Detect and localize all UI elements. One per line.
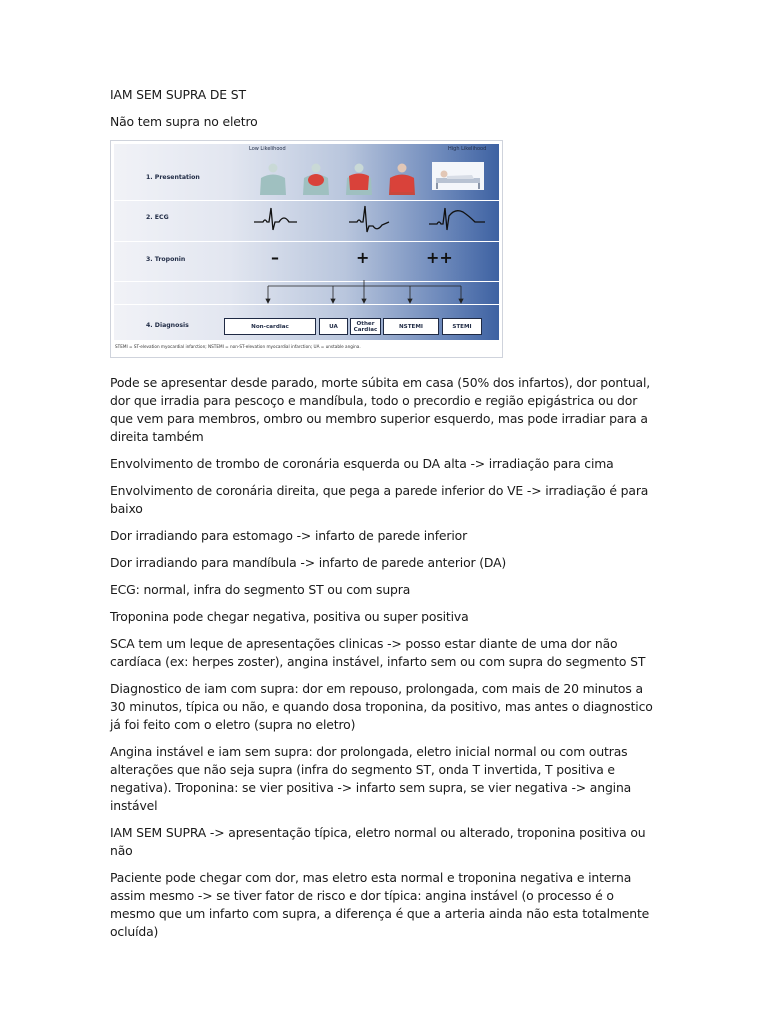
paragraph: Paciente pode chegar com dor, mas eletro esta normal e troponina negativa e interna assim mesmo -> se tiver fator de risco e dor típica: angina instável (o processo é o mesmo que um infarto com supra, a diferença é que a arteria ainda não esta totalmente ocluída) [110,870,650,939]
diagnosis-connectors [114,280,499,306]
low-likelihood-label: Low Likelihood [249,146,286,152]
row-label-troponin: 3. Troponin [146,256,186,263]
paragraph: ECG: normal, infra do segmento ST ou com supra [110,582,411,597]
patient-in-bed-icon [432,162,484,190]
paragraph: SCA tem um leque de apresentações clinicas -> posso estar diante de uma dor não cardíaca (ex: herpes zoster), angina instável, infarto sem ou com supra do segmento ST [110,636,646,669]
document-title: IAM SEM SUPRA DE ST [110,87,246,102]
row-label-presentation: 1. Presentation [146,174,200,181]
paragraph: Troponina pode chegar negativa, positiva ou super positiva [110,609,469,624]
diagnosis-stemi: STEMI [442,318,482,335]
figure-caption: STEMI = ST-elevation myocardial infarction; NSTEMI = non-ST-elevation myocardial infarction; UA = unstable angina. [115,344,361,349]
ecg-waveforms-icon [249,204,494,236]
diagnosis-non-cardiac: Non-cardiac [224,318,316,335]
troponin-negative-sign: – [271,248,279,267]
acs-diagnosis-figure [110,140,503,358]
row-label-diagnosis: 4. Diagnosis [146,322,189,329]
paragraph: Diagnostico de iam com supra: dor em repouso, prolongada, com mais de 20 minutos a 30 minutos, típica ou não, e quando dosa troponina, da positivo, mas antes o diagnostico já foi feito com o eletro (supra no eletro) [110,681,653,732]
troponin-positive-sign: + [356,248,370,267]
row-label-ecg: 2. ECG [146,214,169,221]
chest-pain-torsos-icon [256,162,428,196]
document-subtitle: Não tem supra no eletro [110,114,258,129]
row-divider [114,241,499,242]
paragraph: Envolvimento de coronária direita, que pega a parede inferior do VE -> irradiação é para baixo [110,483,649,516]
diagnosis-ua: UA [319,318,348,335]
document-body [110,86,658,950]
paragraph: Dor irradiando para mandíbula -> infarto de parede anterior (DA) [110,555,507,570]
paragraph: Angina instável e iam sem supra: dor prolongada, eletro inicial normal ou com outras alterações que não seja supra (infra do segmento ST, onda T invertida, T positiva e negativa). Troponina: se vier positiva -> infarto sem supra, se vier negativa -> angina instável [110,744,632,813]
diagnosis-nstemi: NSTEMI [383,318,439,335]
paragraph: Pode se apresentar desde parado, morte súbita em casa (50% dos infartos), dor pontual, dor que irradia para pescoço e mandíbula, todo o precordio e região epigástrica ou dor que vem para membros, ombro ou membro superior esquerdo, mas pode irradiar para a direita também [110,375,651,444]
diagnosis-other-cardiac: Other Cardiac [350,318,381,335]
paragraph: Dor irradiando para estomago -> infarto de parede inferior [110,528,468,543]
troponin-strong-positive-sign: ++ [426,248,453,267]
paragraph: Envolvimento de trombo de coronária esquerda ou DA alta -> irradiação para cima [110,456,614,471]
paragraph: IAM SEM SUPRA -> apresentação típica, eletro normal ou alterado, troponina positiva ou não [110,825,646,858]
row-divider [114,200,499,201]
figure-panel [114,144,499,340]
high-likelihood-label: High Likelihood [448,146,487,152]
